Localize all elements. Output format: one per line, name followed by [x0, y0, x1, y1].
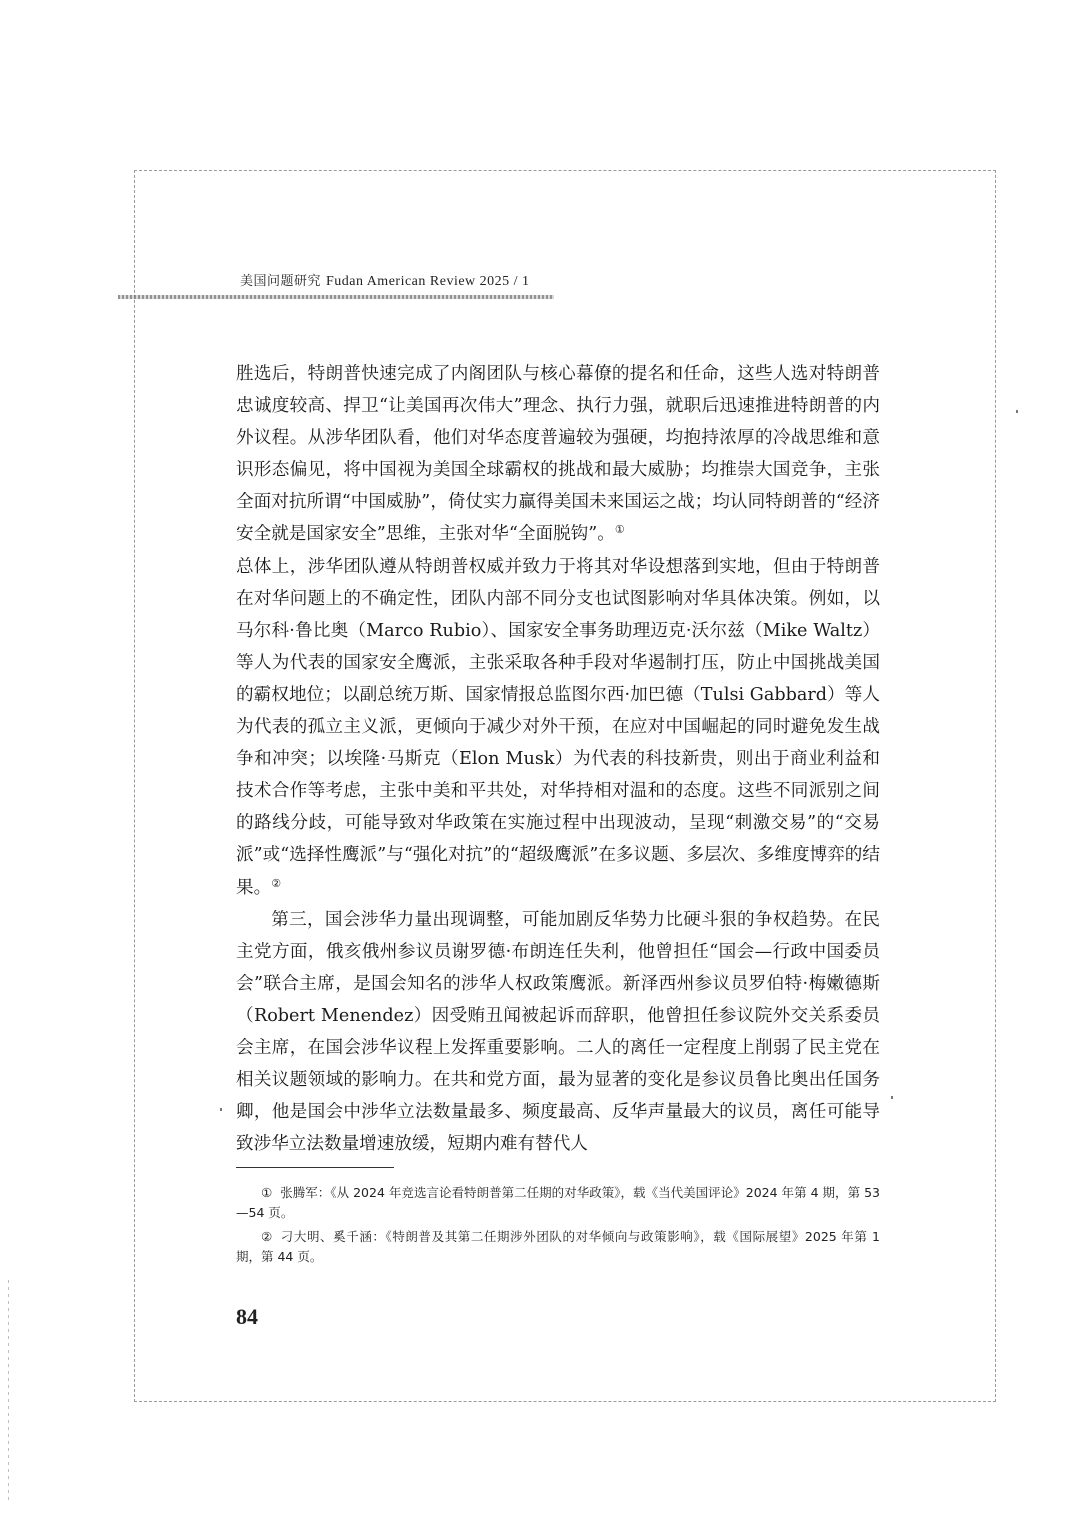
- footnote-1: [236, 1183, 880, 1223]
- paragraph-1-text: 胜选后，特朗普快速完成了内阁团队与核心幕僚的提名和任命，这些人选对特朗普忠诚度较高、捍卫“让美国再次伟大”理念、执行力强，就职后迅速推进特朗普的内外议程。从涉华团队看，他们对华态度普遍较为强硬，均抱持浓厚的冷战思维和意识形态偏见，将中国视为美国全球霸权的挑战和最大威胁；均推崇大国竞争，主张全面对抗所谓“中国威胁”，倚仗实力赢得美国未来国运之战；均认同特朗普的“经济安全就是国家安全”思维，主张对华“全面脱钩”。: [236, 364, 880, 545]
- paragraph-2-text: 总体上，涉华团队遵从特朗普权威并致力于将其对华设想落到实地，但由于特朗普在对华问题上的不确定性，团队内部不同分支也试图影响对华具体决策。例如，以马尔科·鲁比奥（Marco Rubio）、国家安全事务助理迈克·沃尔兹（Mike Waltz）等人为代表的国家安全鹰派，主张采取各种手段对华遏制打压，防止中国挑战美国的霸权地位；以副总统万斯、国家情报总监图尔西·加巴德（Tulsi Gabbard）等人为代表的孤立主义派，更倾向于减少对外干预，在应对中国崛起的同时避免发生战争和冲突；以埃隆·马斯克（Elon Musk）为代表的科技新贵，则出于商业利益和技术合作等考虑，主张中美和平共处，对华持相对温和的态度。这些不同派别之间的路线分歧，可能导致对华政策在实施过程中出现波动，呈现“刺激交易”的“交易派”或“选择性鹰派”与“强化对抗”的“超级鹰派”在多议题、多层次、多维度博弈的结果。: [236, 556, 880, 898]
- footnotes: [236, 1183, 880, 1271]
- footnote-2: [236, 1227, 880, 1267]
- body-text: [236, 358, 880, 1160]
- header-rule: [118, 295, 554, 299]
- footnote-1-text: 张腾军：《从 2024 年竞选言论看特朗普第二任期的对华政策》，载《当代美国评论》2024 年第 4 期，第 53—54 页。: [236, 1185, 880, 1220]
- footnote-ref-1: ①: [614, 523, 625, 537]
- scan-speck: [1016, 410, 1018, 413]
- footnote-ref-2: ②: [271, 876, 282, 890]
- journal-title-cn: 美国问题研究: [240, 274, 322, 289]
- footnote-2-marker: ②: [261, 1229, 273, 1244]
- scan-speck: [220, 1108, 222, 1111]
- footnote-1-marker: ①: [261, 1185, 273, 1200]
- footnote-2-text: 刁大明、奚千涵：《特朗普及其第二任期涉外团队的对华倾向与政策影响》，载《国际展望》2025 年第 1 期，第 44 页。: [236, 1229, 880, 1264]
- page-number: 84: [236, 1304, 258, 1329]
- running-header: [240, 270, 530, 290]
- footnote-separator: [236, 1167, 394, 1168]
- journal-title-en: Fudan American Review 2025 / 1: [325, 274, 530, 289]
- paragraph-2: [236, 551, 880, 904]
- paragraph-1: [236, 358, 880, 551]
- paragraph-3: 第三，国会涉华力量出现调整，可能加剧反华势力比硬斗狠的争权趋势。在民主党方面，俄亥俄州参议员谢罗德·布朗连任失利，他曾担任“国会—行政中国委员会”联合主席，是国会知名的涉华人权政策鹰派。新泽西州参议员罗伯特·梅嫩德斯（Robert Menendez）因受贿丑闻被起诉而辞职，他曾担任参议院外交关系委员会主席，在国会涉华议程上发挥重要影响。二人的离任一定程度上削弱了民主党在相关议题领域的影响力。在共和党方面，最为显著的变化是参议员鲁比奥出任国务卿，他是国会中涉华立法数量最多、频度最高、反华声量最大的议员，离任可能导致涉华立法数量增速放缓，短期内难有替代人: [236, 909, 880, 1155]
- scan-edge-mark: [8, 1280, 9, 1500]
- scan-speck: [891, 1096, 893, 1099]
